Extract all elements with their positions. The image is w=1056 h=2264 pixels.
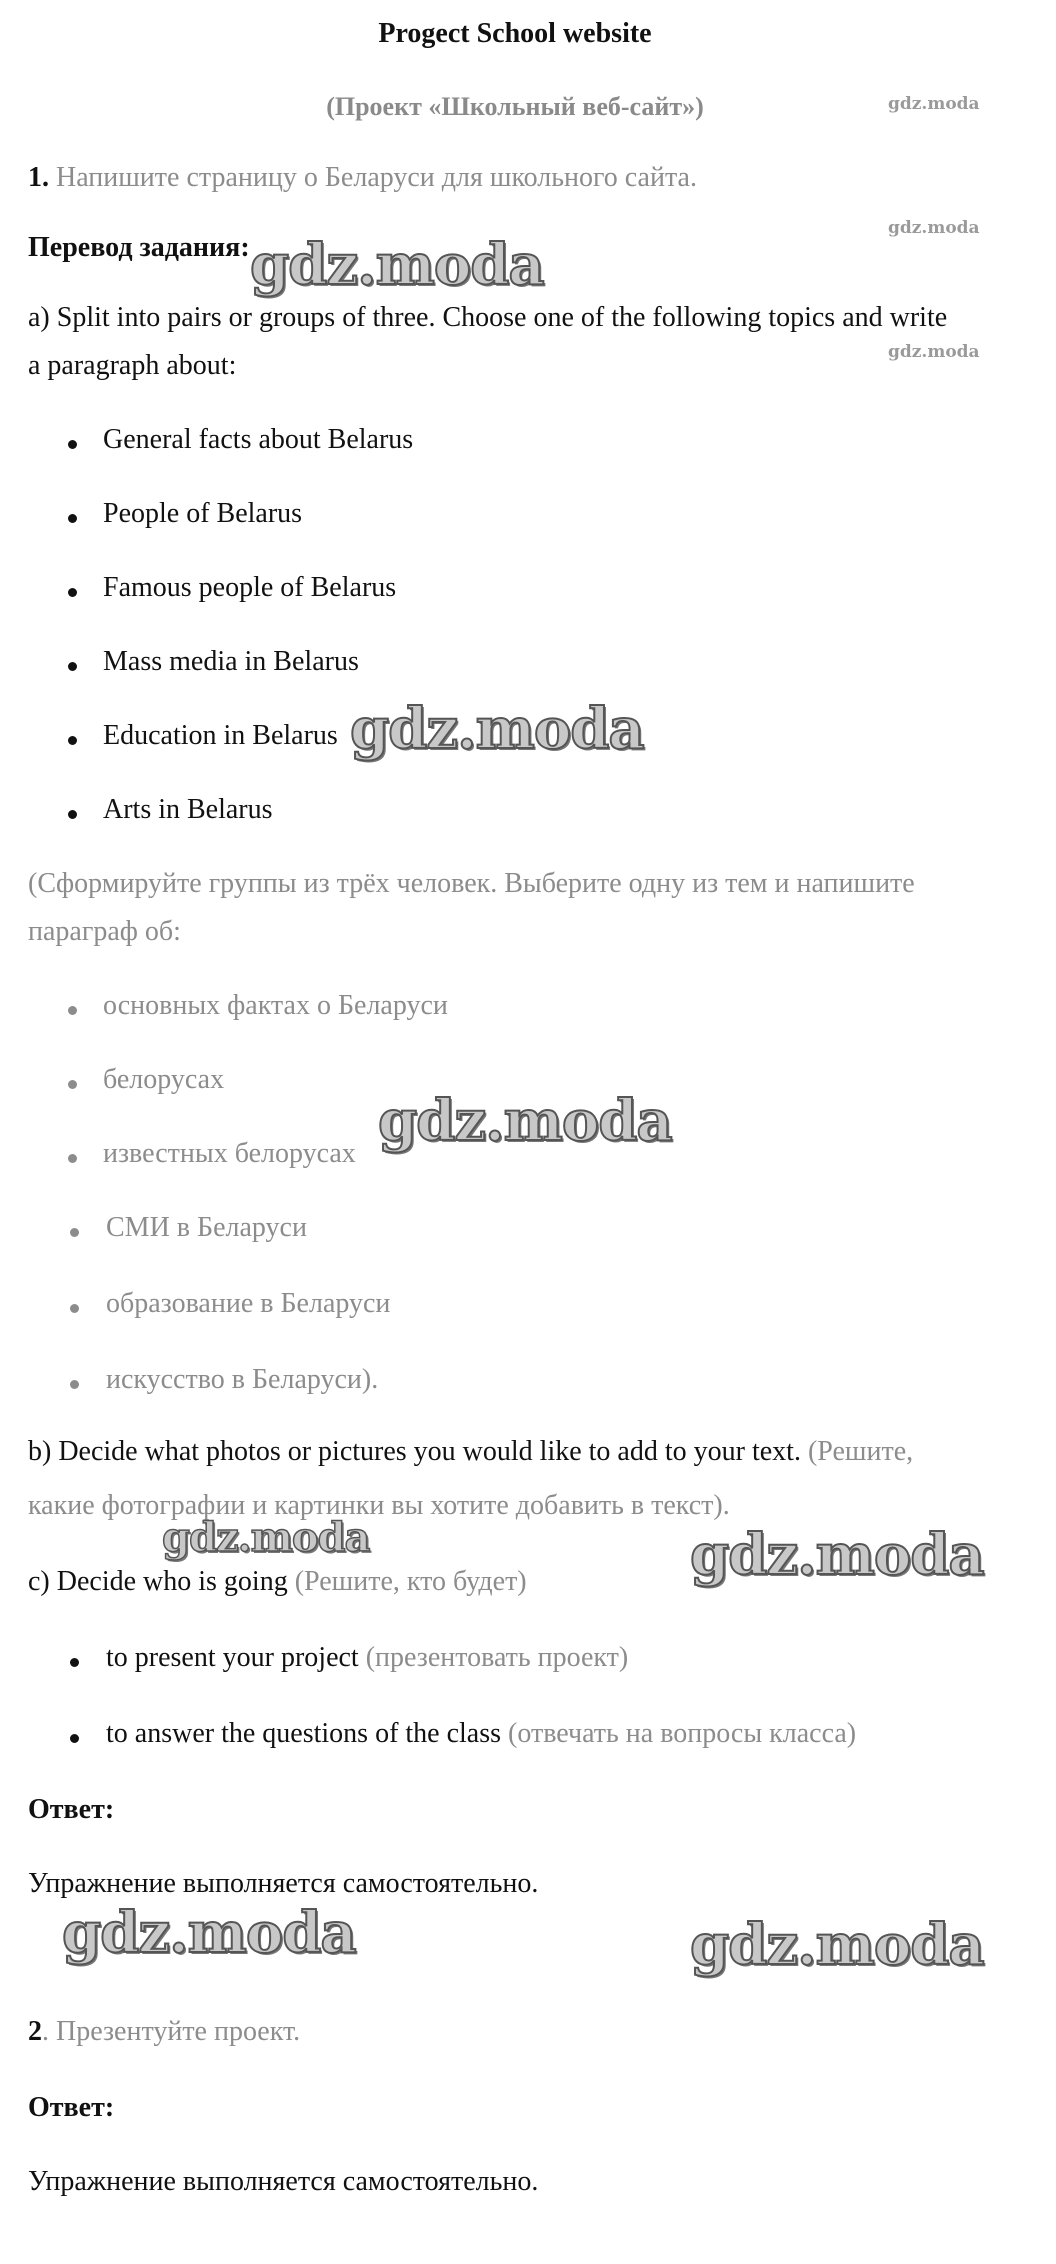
task1c-line	[28, 1566, 527, 1598]
page-title: Progect School website	[378, 18, 652, 49]
task1b-ru-part1: (Решите,	[807, 1436, 914, 1467]
list-item: известных белорусах	[103, 1138, 356, 1169]
task1c-en: c) Decide who is going	[28, 1566, 288, 1597]
list-item: Education in Belarus	[103, 720, 338, 751]
bullet	[70, 1658, 79, 1667]
task2-answer-label: Ответ:	[28, 2092, 115, 2123]
bullet	[70, 1304, 79, 1313]
watermark-large: gdz.moda	[350, 696, 644, 762]
task2-number: 2	[28, 2016, 42, 2047]
watermark-large: gdz.moda	[250, 232, 544, 298]
task1-ru-line1: (Сформируйте группы из трёх человек. Выберите одну из тем и напишите	[28, 868, 915, 899]
list-item: образование в Беларуси	[106, 1288, 391, 1319]
list-item-en: to answer the questions of the class	[106, 1718, 502, 1749]
watermark-small: gdz.moda	[888, 342, 980, 362]
list-item: основных фактах о Беларуси	[103, 990, 448, 1021]
list-item	[106, 1642, 628, 1674]
task2-answer-text: Упражнение выполняется самостоятельно.	[28, 2166, 539, 2197]
list-item: СМИ в Беларуси	[106, 1212, 307, 1243]
watermark-large: gdz.moda	[690, 1522, 984, 1588]
task1-answer-text: Упражнение выполняется самостоятельно.	[28, 1868, 539, 1899]
task1-ru-line2: параграф об:	[28, 916, 181, 947]
bullet	[68, 1080, 77, 1089]
watermark-large: gdz.moda	[378, 1088, 672, 1154]
bullet	[70, 1734, 79, 1743]
list-item: Famous people of Belarus	[103, 572, 397, 603]
translation-label: Перевод задания:	[28, 232, 250, 263]
watermark-small: gdz.moda	[888, 94, 980, 114]
list-item: искусство в Беларуси).	[106, 1364, 379, 1395]
list-item: белорусах	[103, 1064, 225, 1095]
watermark-large: gdz.moda	[690, 1912, 984, 1978]
bullet	[68, 1006, 77, 1015]
task1a-line2: a paragraph about:	[28, 350, 237, 381]
bullet	[68, 514, 77, 523]
list-item	[106, 1718, 856, 1750]
bullet	[70, 1380, 79, 1389]
bullet	[68, 736, 77, 745]
page-subtitle: (Проект «Школьный веб-сайт»)	[326, 92, 704, 121]
list-item-en: to present your project	[106, 1642, 359, 1673]
list-item-ru: (презентовать проект)	[365, 1642, 629, 1673]
watermark-small: gdz.moda	[888, 218, 980, 238]
bullet	[68, 440, 77, 449]
bullet	[70, 1228, 79, 1237]
bullet	[68, 588, 77, 597]
list-item: General facts about Belarus	[103, 424, 414, 455]
task1-number: 1.	[28, 162, 49, 193]
bullet	[68, 1154, 77, 1163]
task1-instruction: Напишите страницу о Беларуси для школьного сайта.	[56, 162, 697, 193]
watermark-large: gdz.moda	[162, 1514, 370, 1561]
task2-instruction: . Презентуйте проект.	[42, 2016, 301, 2047]
bullet	[68, 662, 77, 671]
task1-answer-label: Ответ:	[28, 1794, 115, 1825]
list-item-ru: (отвечать на вопросы класса)	[508, 1718, 857, 1749]
task1b-line1	[28, 1436, 913, 1468]
watermark-large: gdz.moda	[62, 1900, 356, 1966]
task2-heading	[28, 2016, 300, 2048]
list-item: Mass media in Belarus	[103, 646, 359, 677]
list-item: People of Belarus	[103, 498, 303, 529]
task1c-ru: (Решите, кто будет)	[294, 1566, 527, 1597]
list-item: Arts in Belarus	[103, 794, 273, 825]
task1-heading	[28, 162, 697, 194]
task1b-en: b) Decide what photos or pictures you would like to add to your text.	[28, 1436, 801, 1467]
bullet	[68, 810, 77, 819]
task1a-line1: a) Split into pairs or groups of three. Choose one of the following topics and write	[28, 302, 948, 333]
task1b-ru-part2: какие фотографии и картинки вы хотите добавить в текст).	[28, 1490, 730, 1521]
